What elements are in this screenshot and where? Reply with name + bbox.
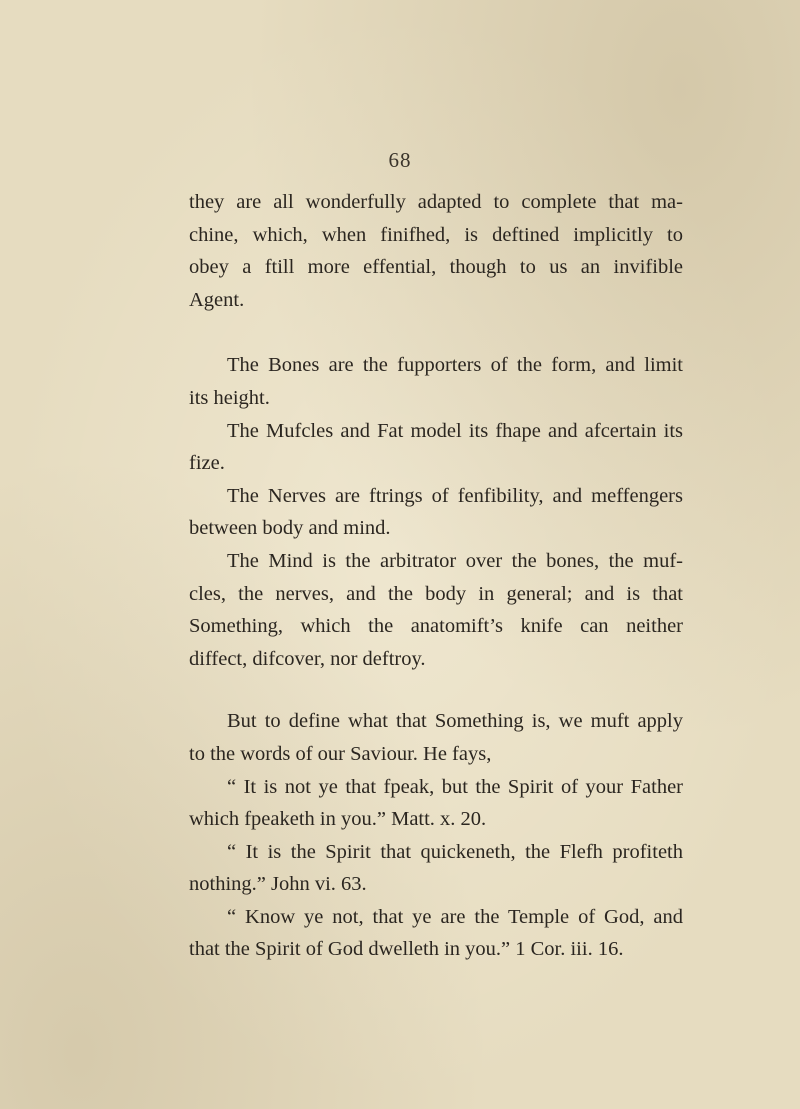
text-line: between body and mind. (189, 517, 391, 540)
text-line: that the Spirit of God dwelleth in you.” 1 Cor. iii. 16. (189, 938, 624, 961)
text-line: diffect, difcover, nor deftroy. (189, 647, 426, 670)
text-line: Something, which the anatomift’s knife can neither (189, 615, 683, 638)
paragraph-muscles (189, 415, 683, 480)
quote-john (189, 836, 683, 901)
quote-corinthians (189, 901, 683, 966)
text-line: fize. (189, 452, 225, 475)
paragraph-bones (189, 349, 683, 414)
text-line: which fpeaketh in you.” Matt. x. 20. (189, 808, 487, 831)
paragraph-something (189, 705, 683, 770)
text-line: The Mufcles and Fat model its fhape and afcertain its (227, 419, 683, 442)
text-line: The Mind is the arbitrator over the bones, the muf- (227, 549, 683, 572)
page-body (189, 186, 683, 966)
text-line: obey a ftill more effential, though to us an invifible (189, 256, 683, 279)
text-line: “ It is not ye that fpeak, but the Spirit of your Father (227, 775, 683, 798)
text-line: “ It is the Spirit that quickeneth, the Flefh profiteth (227, 840, 683, 863)
text-line: But to define what that Something is, we muft apply (227, 710, 683, 733)
text-line: to the words of our Saviour. He fays, (189, 742, 492, 765)
paragraph-machine (189, 186, 683, 316)
page-number: 68 (388, 148, 412, 172)
text-line: “ Know ye not, that ye are the Temple of God, and (227, 905, 683, 928)
text-line: its height. (189, 386, 270, 409)
paragraph-nerves (189, 480, 683, 545)
paragraph-spacer (189, 675, 683, 705)
paragraph-spacer (189, 316, 683, 349)
text-line: Agent. (189, 288, 245, 311)
text-line: cles, the nerves, and the body in general; and is that (189, 582, 683, 605)
text-line: chine, which, when finifhed, is deftined implicitly to (189, 223, 683, 246)
text-line: The Nerves are ftrings of fenfibility, and meffengers (227, 484, 683, 507)
quote-matthew (189, 771, 683, 836)
text-line: nothing.” John vi. 63. (189, 873, 367, 896)
paragraph-mind (189, 545, 683, 675)
text-line: The Bones are the fupporters of the form, and limit (227, 354, 683, 377)
text-line: they are all wonderfully adapted to complete that ma- (189, 191, 683, 213)
